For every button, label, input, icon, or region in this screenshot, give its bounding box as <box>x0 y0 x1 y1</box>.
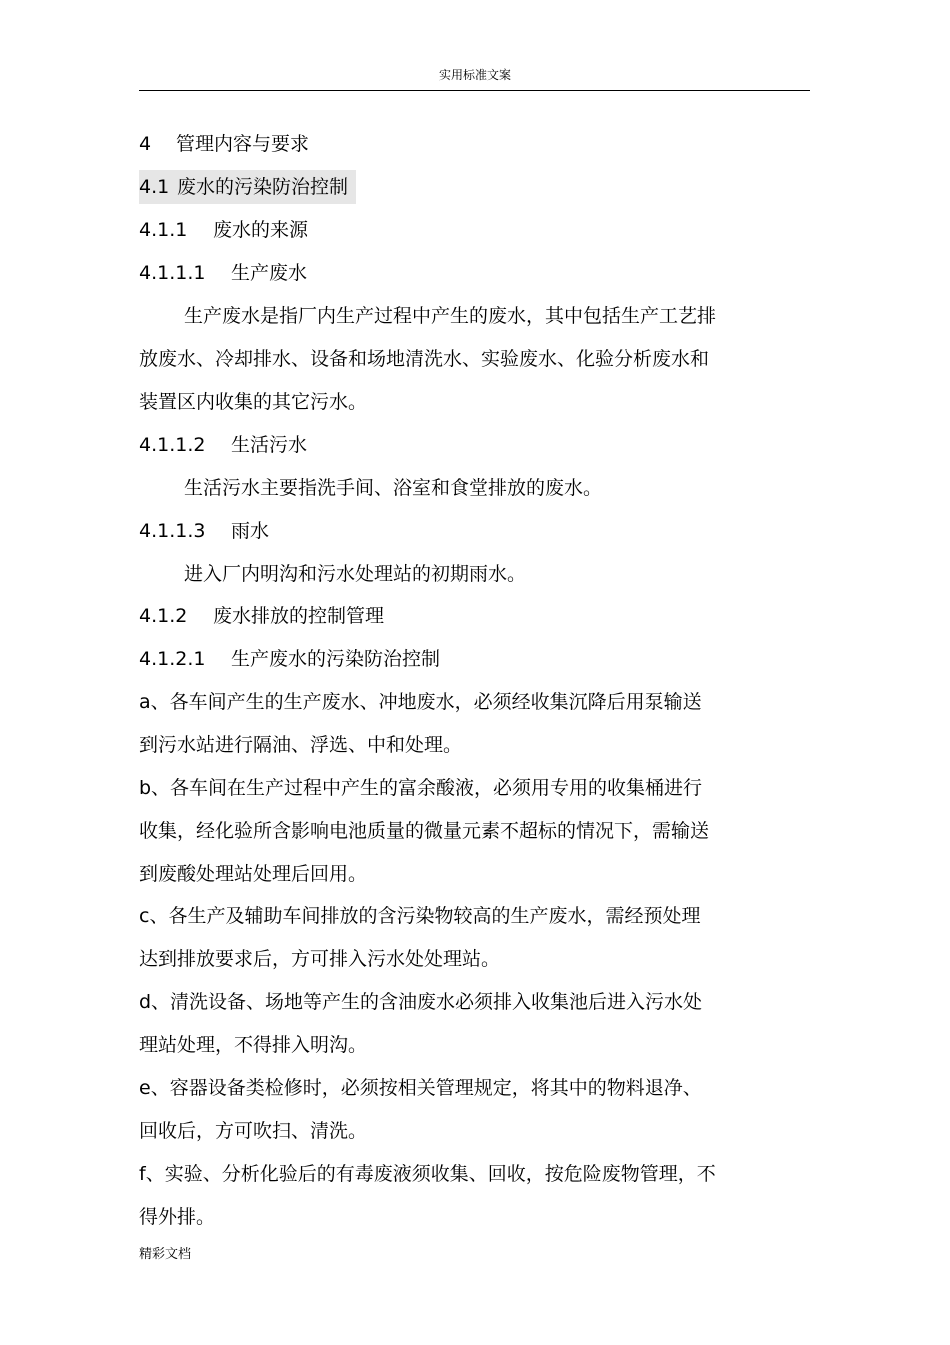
heading-title: 雨水 <box>231 520 270 542</box>
highlighted-heading <box>139 170 356 204</box>
heading-number: 4 <box>139 133 152 155</box>
heading-number: 4.1.1.2 <box>139 434 206 456</box>
heading-4-1-2-1 <box>139 647 440 671</box>
heading-title: 生活污水 <box>231 434 308 456</box>
paragraph-line: 装置区内收集的其它污水。 <box>139 391 368 413</box>
heading-number: 4.1.2.1 <box>139 648 206 670</box>
list-item-b-line: b、各车间在生产过程中产生的富余酸液，必须用专用的收集桶进行 <box>139 777 703 799</box>
heading-4-1-1 <box>139 218 308 242</box>
heading-title: 管理内容与要求 <box>176 133 310 155</box>
list-item-b-line: 到废酸处理站处理后回用。 <box>139 863 368 885</box>
heading-number: 4.1.2 <box>139 605 188 627</box>
page-footer: 精彩文档 <box>139 1247 192 1262</box>
list-item-c-line: 达到排放要求后，方可排入污水处处理站。 <box>139 948 501 970</box>
list-item-f-line: f、实验、分析化验后的有毒废液须收集、回收，按危险废物管理，不 <box>139 1163 716 1185</box>
list-item-a-line: 到污水站进行隔油、浮选、中和处理。 <box>139 734 463 756</box>
list-item-a-line: a、各车间产生的生产废水、冲地废水，必须经收集沉降后用泵输送 <box>139 691 702 713</box>
list-item-d-line: 理站处理，不得排入明沟。 <box>139 1034 368 1056</box>
list-item-f-line: 得外排。 <box>139 1206 216 1228</box>
list-item-d-line: d、清洗设备、场地等产生的含油废水必须排入收集池后进入污水处 <box>139 991 703 1013</box>
list-item-e-line: e、容器设备类检修时，必须按相关管理规定，将其中的物料退净、 <box>139 1077 702 1099</box>
list-item-e-line: 回收后，方可吹扫、清洗。 <box>139 1120 368 1142</box>
heading-title: 生产废水的污染防治控制 <box>231 648 441 670</box>
list-item-b-line: 收集，经化验所含影响电池质量的微量元素不超标的情况下，需输送 <box>139 820 710 842</box>
heading-4-1-1-2 <box>139 433 307 457</box>
heading-title: 生产废水 <box>231 262 308 284</box>
header-rule <box>139 90 810 91</box>
header-title: 实用标准文案 <box>438 68 511 82</box>
heading-4-1-1-3 <box>139 519 269 543</box>
list-item-c-line: c、各生产及辅助车间排放的含污染物较高的生产废水，需经预处理 <box>139 905 701 927</box>
heading-number: 4.1.1.3 <box>139 520 206 542</box>
paragraph-line: 生活污水主要指洗手间、浴室和食堂排放的废水。 <box>184 477 603 499</box>
heading-number: 4.1.1.1 <box>139 262 206 284</box>
paragraph-line: 生产废水是指厂内生产过程中产生的废水，其中包括生产工艺排 <box>184 305 717 327</box>
heading-4-1 <box>139 175 356 199</box>
heading-4 <box>139 132 309 156</box>
heading-4-1-1-1 <box>139 261 307 285</box>
heading-title: 废水的来源 <box>213 219 309 241</box>
heading-number: 4.1.1 <box>139 219 188 241</box>
heading-title: 废水排放的控制管理 <box>213 605 385 627</box>
heading-number: 4.1 <box>139 176 170 198</box>
paragraph-line: 放废水、冷却排水、设备和场地清洗水、实验废水、化验分析废水和 <box>139 348 710 370</box>
paragraph-line: 进入厂内明沟和污水处理站的初期雨水。 <box>184 563 527 585</box>
heading-4-1-2 <box>139 604 384 628</box>
heading-title: 废水的污染防治控制 <box>177 176 349 198</box>
